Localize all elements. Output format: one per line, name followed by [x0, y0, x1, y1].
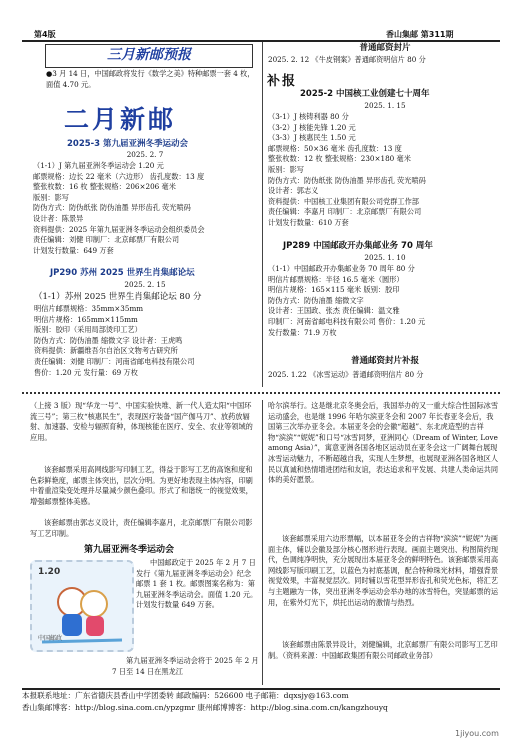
detail-line: 计划发行数量：649 万套 — [33, 245, 114, 255]
detail-line: 资料提供：新疆维吾尔自治区文物考古研究所 — [34, 346, 178, 356]
bubao-label: 补报 — [267, 74, 298, 89]
detail-line: 售价：1.20 元 发行量：69 万枚 — [34, 367, 138, 377]
jp289-details — [268, 264, 503, 338]
asian-games-date: 2025. 2. 7 — [126, 150, 164, 159]
detail-line: （3-3）J 核惠民生 1.50 元 — [268, 133, 356, 143]
page-number: 第4版 — [34, 30, 56, 39]
detail-line: （1-1）中国邮政开办集邮业务 70 周年 80 分 — [268, 264, 415, 273]
issue-label: 香山集邮 第311期 — [386, 30, 454, 39]
detail-line: 整张枚数：16 枚 整张规格：206×206 毫米 — [33, 182, 176, 192]
stamp-text-2: 第九届亚洲冬季运动会将于 2025 年 2 月 7 日至 14 日在黑龙江 — [112, 656, 259, 676]
detail-line: 资料提供：中国核工业集团有限公司党群工作部 — [268, 196, 419, 206]
detail-line: 版别：影写 — [268, 164, 304, 174]
stamp-text: 中国邮政定于 2025 年 2 月 7 日发行《第九届亚洲冬季运动会》纪念邮票 1 套 1 枚。邮票图案名称为：第九届亚洲冬季运动会。面值 1.20 元。计划发行数量 649 万套。 — [136, 558, 258, 610]
article-right: 哈尔滨举行。这是继北京冬奥会后，我国举办的又一重大综合性国际冰雪运动盛会，也是继 1996 年哈尔滨亚冬会和 2007 年长春亚冬会后，我国第三次举办亚冬会。本届亚冬会的会徽“超越”、东北虎造型的吉祥物“滨滨”“妮妮”和口号“冰雪同梦，亚洲同心（Dream of Winter, Love among Asia）”，寓意亚洲各国各地区运动员在亚冬会这一广阔舞台展现冰雪运动魅力，不断超越自我，实现人生梦想，也展现亚洲各国各地区人民以真诚和热情增进团结和友谊，表达追求和平发展、共建人类命运共同体的美好愿景。 — [268, 401, 499, 485]
detail-line: 明信片规格：165×115 毫米 版别：胶印 — [268, 285, 400, 295]
detail-line: 发行数量：71.9 万枚 — [268, 327, 337, 337]
detail-line: 计划发行数量：610 万套 — [268, 217, 349, 227]
article-left-p2: 该套邮票采用高网线影写印制工艺，得益于影写工艺的高饱和度和色彩鲜艳度，邮票主体突出，层次分明。为更好地表现主体内容，印刷中着重渲染变处理并尽量减少颜色叠印。形式了和谐统一的视觉效果，增强邮票整体美感。 — [30, 465, 253, 506]
detail-line: 责任编辑：李嘉月 印制厂：北京邮票厂有限公司 — [268, 207, 422, 217]
right-top-title: 普通邮资封片 — [359, 43, 411, 53]
right-bottom-title: 普通邮资封片补报 — [350, 356, 419, 366]
nuclear-date: 2025. 1. 15 — [364, 101, 406, 110]
jp290-sub: （1-1）苏州 2025 世界生肖集邮论坛 80 分 — [34, 292, 202, 302]
asian-games-stamp-image — [30, 560, 134, 652]
detail-line: （1-1）J 第九届亚洲冬季运动会 1.20 元 — [33, 161, 164, 170]
footer-rule — [22, 688, 500, 690]
section-separator — [22, 392, 500, 394]
column-divider — [262, 42, 263, 387]
lower-column-divider — [262, 400, 263, 685]
detail-line: （3-2）J 核能先锋 1.20 元 — [268, 122, 356, 132]
article-right-p2: 该套邮票采用六边形票幅，以本届亚冬会的吉祥物“滨滨”“妮妮”为画面主体，辅以会徽及部分核心图形进行表现。画面主题突出、构图简约现代，色调纯净明快，充分展现出本届亚冬会的鲜明特色。该套邮票采用高网线影写版印刷工艺，以蓝色为衬底基调，配合特种珠光材料，增强背景视觉效果，丰富视觉层次。同时辅以雪花型异形齿孔和荧光色标，将汇艺与主题融为一体，突出亚洲冬季运动会举办地的冰雪特色，突显邮票的运用，在紫外灯光下，烘托出运动的激情与热烈。 — [268, 534, 499, 607]
detail-line: 明信片邮票规格：35mm×35mm — [34, 304, 144, 313]
detail-line: 防伪方式：防伪纸张 防伪油墨 异形齿孔 荧光喷码 — [268, 175, 426, 185]
asian-games-details — [33, 161, 263, 256]
detail-line: 明信片邮票规格：半径 16.5 毫米（圆形） — [268, 274, 404, 284]
right-bottom-line: 2025. 1.22 《冰雪运动》普通邮资明信片 80 分 — [268, 370, 424, 379]
detail-line: 防伪方式：防伪纸张 防伪油墨 异形齿孔 荧光喷码 — [33, 203, 191, 213]
detail-line: 设计者：郭志义 — [268, 186, 319, 196]
header-rule — [22, 40, 500, 42]
detail-line: （3-1）J 核铸利器 80 分 — [268, 112, 349, 121]
article-left-p3: 该套邮票由郭志义设计，责任编辑李嘉月，北京邮票厂有限公司影写工艺印制。 — [30, 518, 253, 538]
footer-blogs: 香山集邮博客：http://blog.sina.com.cn/ypzgmr 康州邮博博客：http://blog.sina.com.cn/kangzhouyq — [22, 703, 388, 712]
march-title-box — [45, 44, 253, 68]
right-top-line: 2025. 2. 12 《牛皮钢案》普通邮资明信片 80 分 — [268, 55, 426, 64]
detail-line: 印制厂：河南省邮电科技有限公司 售价：1.20 元 — [268, 316, 426, 326]
stamp-heading: 第九届亚洲冬季运动会 — [84, 545, 175, 555]
detail-line: 版别：胶印（采用局部烫印工艺） — [34, 325, 142, 335]
jp289-title: JP289 中国邮政开办集邮业务 70 周年 — [283, 241, 433, 251]
detail-line: 资料提供：2025 年第九届亚洲冬季运动会组织委员会 — [33, 224, 205, 234]
detail-line: 设计者：王国政、张杰 责任编辑：温文雅 — [268, 306, 400, 316]
jp290-details — [34, 304, 264, 378]
detail-line: 防伪方式：防伪油墨 缩微文字 设计者：王虎鸣 — [34, 335, 183, 345]
article-right-p3: 该套邮票由陈景异设计，刘健编辑，北京邮票厂有限公司影写工艺印制。（资料来源：中国邮政集团有限公司邮政业务部） — [268, 640, 498, 660]
asian-games-title: 2025-3 第九届亚洲冬季运动会 — [67, 139, 189, 149]
detail-line: 邮票规格：边长 22 毫米（六边形） 齿孔度数：13 度 — [33, 171, 205, 181]
nuclear-title: 2025-2 中国核工业创建七十周年 — [300, 89, 430, 99]
detail-line: 邮票规格：50×36 毫米 齿孔度数：13 度 — [268, 143, 402, 153]
detail-line: 整张枚数：12 枚 整张规格：230×180 毫米 — [268, 154, 411, 164]
detail-line: 防伪方式：防伪油墨 缩微文字 — [268, 295, 364, 305]
feb-title: 二月新邮 — [64, 105, 177, 134]
watermark-logo: 1jiyou.com — [455, 729, 499, 738]
article-left-top: （上接 3 版）现“华龙一号”、中国实验快堆、新一代人造太阳“中国环流三号”；第三枚“核惠民生”，表现医疗装备“国产伽马刀”、放药放辐射、加速器、安检与辐照育种，体现核能在医疗、安全、农业等领域的应用。 — [30, 401, 253, 442]
jp289-date: 2025. 1. 10 — [364, 253, 406, 262]
jp290-date: 2025. 2. 15 — [124, 280, 166, 289]
nuclear-details — [268, 112, 503, 229]
detail-line: 设计者：陈景异 — [33, 213, 84, 223]
march-title: 三月新邮预报 — [107, 47, 191, 63]
march-text: ●3 月 14 日，中国邮政将发行《数学之美》特种邮票一套 4 枚，面值 4.70 元。 — [46, 69, 255, 89]
detail-line: 责任编辑：刘健 印制厂：北京邮票厂有限公司 — [33, 235, 180, 245]
stamp-value: 1.20 — [38, 567, 61, 577]
detail-line: 责任编辑：刘健 印制厂：河南省邮电科技有限公司 — [34, 356, 195, 366]
jp290-title: JP290 苏州 2025 世界生肖集邮论坛 — [50, 268, 195, 278]
detail-line: 明信片规格：165mm×115mm — [34, 314, 138, 324]
footer-contact: 本报联系地址：广东省德庆县香山中学团委转 邮政编码：526600 电子邮箱：dqxsjy@163.com — [22, 691, 349, 700]
stamp-country: 中国邮政 — [38, 635, 63, 642]
detail-line: 版别：影写 — [33, 192, 69, 202]
